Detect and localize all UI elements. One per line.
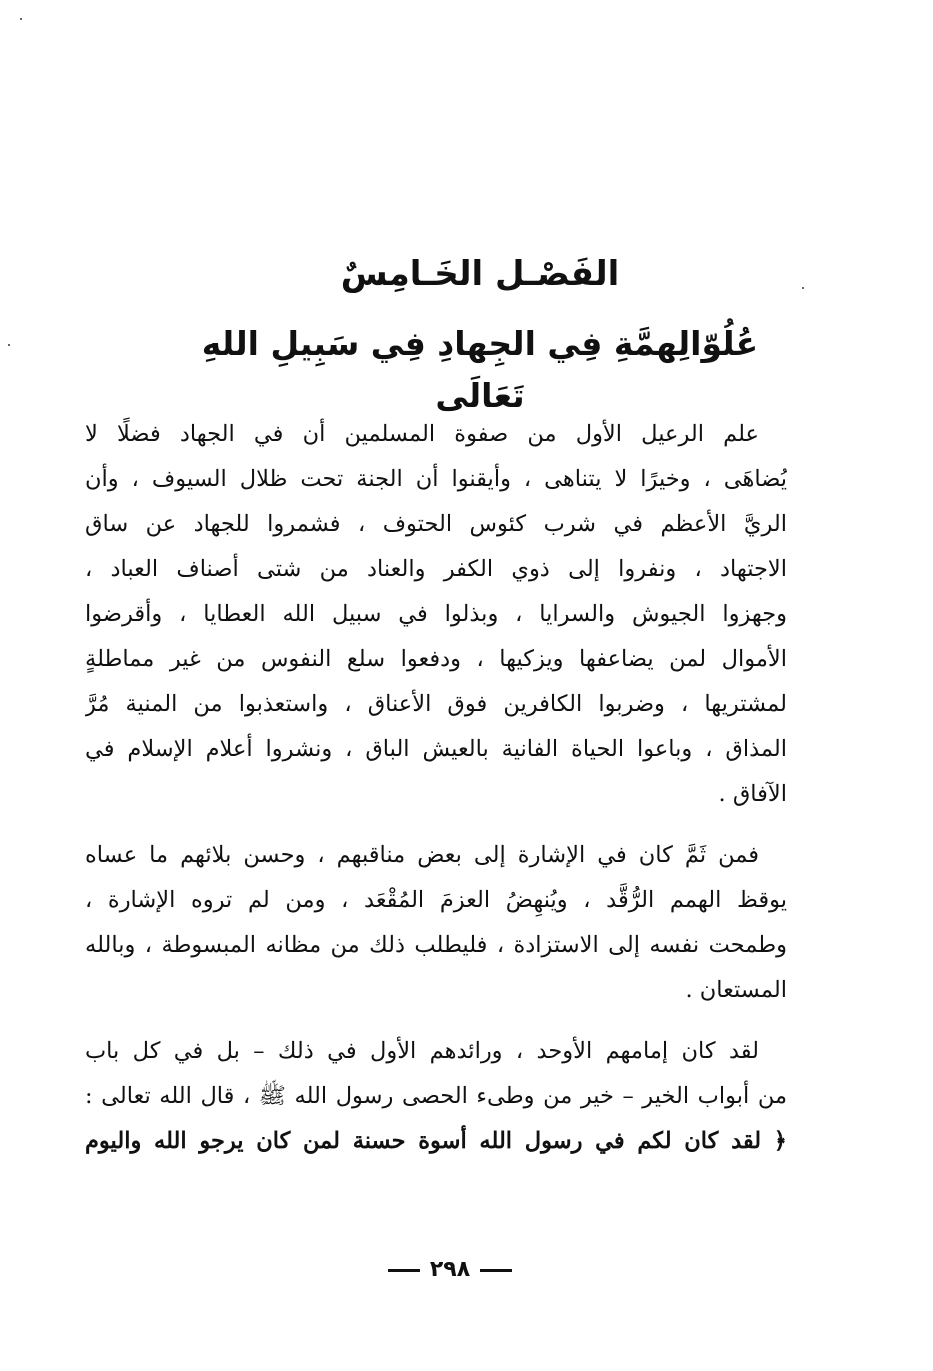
paragraph-1 xyxy=(85,412,787,817)
page-number xyxy=(340,1250,560,1290)
dash-right xyxy=(388,1269,420,1272)
text-line: يُضاهَى ، وخيرًا لا يتناهى ، وأيقنوا أن الجنة تحت ظلال السيوف ، وأن xyxy=(85,466,787,492)
scan-speck xyxy=(20,18,22,20)
paragraph-spacer xyxy=(85,817,787,833)
scan-speck xyxy=(8,344,10,346)
text-line: المذاق ، وباعوا الحياة الفانية بالعيش الباق ، ونشروا أعلام الإسلام في xyxy=(85,736,787,762)
text-line: لقد كان إمامهم الأوحد ، ورائدهم الأول في ذلك – بل في كل باب xyxy=(85,1038,759,1064)
text-line: الريَّ الأعظم في شرب كئوس الحتوف ، فشمروا للجهاد عن ساق xyxy=(85,511,787,537)
paragraph-2 xyxy=(85,833,787,1013)
paragraph-spacer xyxy=(85,1013,787,1029)
text-line: الآفاق . xyxy=(718,781,787,807)
text-line: لمشتريها ، وضربوا الكافرين فوق الأعناق ، واستعذبوا من المنية مُرَّ xyxy=(85,691,787,717)
text-line: علم الرعيل الأول من صفوة المسلمين أن في الجهاد فضلًا لا xyxy=(85,421,759,447)
chapter-label: الفَصْـل الخَـامِسٌ xyxy=(340,254,620,294)
text-line: وطمحت نفسه إلى الاستزادة ، فليطلب ذلك من مظانه المبسوطة ، وبالله xyxy=(85,932,787,958)
body-text xyxy=(85,412,787,1164)
text-line: يوقظ الهمم الرُّقَّد ، ويُنهِضُ العزمَ المُقْعَد ، ومن لم تروه الإشارة ، xyxy=(85,887,787,913)
quran-verse-line: ﴿ لقد كان لكم في رسول الله أسوة حسنة لمن كان يرجو الله واليوم xyxy=(85,1128,787,1154)
page-number-value: ٢٩٨ xyxy=(429,1257,471,1282)
text-line: وجهزوا الجيوش والسرايا ، وبذلوا في سبيل الله العطايا ، وأقرضوا xyxy=(85,601,787,627)
text-line: المستعان . xyxy=(685,977,787,1003)
dash-left xyxy=(480,1269,512,1272)
scan-speck xyxy=(802,287,804,289)
text-line: الاجتهاد ، ونفروا إلى ذوي الكفر والعناد من شتى أصناف العباد ، xyxy=(85,556,787,582)
text-line: من أبواب الخير – خير من وطىء الحصى رسول الله ﷺ ، قال الله تعالى : xyxy=(85,1083,787,1109)
paragraph-3 xyxy=(85,1029,787,1164)
text-line: فمن ثَمَّ كان في الإشارة إلى بعض مناقبهم ، وحسن بلائهم ما عساه xyxy=(85,842,759,868)
text-line: الأموال لمن يضاعفها ويزكيها ، ودفعوا سلع النفوس من غير مماطلةٍ xyxy=(85,646,787,672)
chapter-title: عُلُوّالِهمَّةِ فِي الجِهادِ فِي سَبِيلِ اللهِ تَعَالَى xyxy=(201,324,759,415)
